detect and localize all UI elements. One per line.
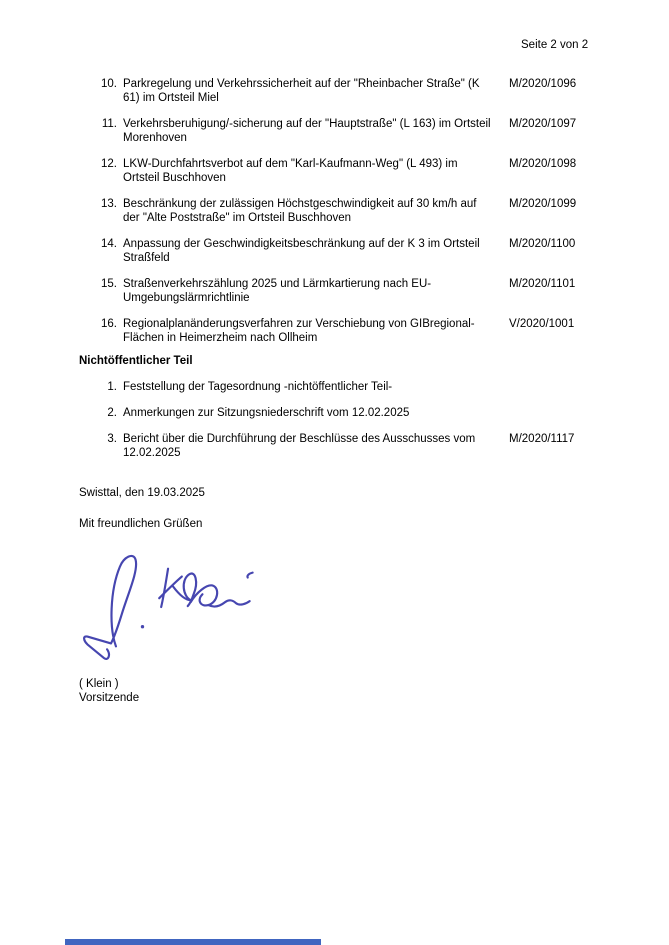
- closed-section-heading: Nichtöffentlicher Teil: [79, 355, 193, 367]
- item-number: 3.: [107, 433, 117, 445]
- item-text: Anpassung der Geschwindigkeitsbeschränkung auf der K 3 im Ortsteil Straßfeld: [123, 238, 480, 264]
- signer-block: [79, 677, 139, 705]
- agenda-item: [97, 432, 607, 460]
- item-text: Straßenverkehrszählung 2025 und Lärmkartierung nach EU-Umgebungslärmrichtlinie: [123, 278, 432, 304]
- agenda-item: [97, 380, 607, 394]
- signer-title-line: Vorsitzende: [79, 692, 140, 704]
- salutation-line: Mit freundlichen Grüßen: [79, 518, 203, 530]
- item-number: 12.: [101, 158, 117, 170]
- item-number: 14.: [101, 238, 117, 250]
- agenda-item: [97, 77, 607, 105]
- signer-name-line: ( Klein ): [79, 678, 119, 690]
- agenda-list-closed: [97, 380, 607, 472]
- item-text: Bericht über die Durchführung der Beschlüsse des Ausschusses vom 12.02.2025: [123, 433, 476, 459]
- item-reference: M/2020/1117: [509, 433, 575, 445]
- item-text: LKW-Durchfahrtsverbot auf dem "Karl-Kaufmann-Weg" (L 493) im Ortsteil Buschhoven: [123, 158, 458, 184]
- item-reference: V/2020/1001: [509, 318, 575, 330]
- item-reference: M/2020/1101: [509, 278, 576, 290]
- item-reference: M/2020/1099: [509, 198, 577, 210]
- item-number: 16.: [101, 318, 117, 330]
- item-text: Beschränkung der zulässigen Höchstgeschwindigkeit auf 30 km/h auf der "Alte Poststraße" im Ortsteil Buschhoven: [123, 198, 477, 224]
- agenda-item: [97, 277, 607, 305]
- agenda-item: [97, 157, 607, 185]
- agenda-item: [97, 406, 607, 420]
- place-date-line: Swisttal, den 19.03.2025: [79, 487, 205, 499]
- agenda-item: [97, 317, 607, 345]
- handwritten-signature-icon: [79, 551, 264, 669]
- item-reference: M/2020/1097: [509, 118, 577, 130]
- agenda-item: [97, 237, 607, 265]
- item-reference: M/2020/1096: [509, 78, 577, 90]
- agenda-item: [97, 197, 607, 225]
- agenda-list-public: [97, 77, 607, 357]
- item-reference: M/2020/1100: [509, 238, 576, 250]
- page-number: Seite 2 von 2: [521, 39, 589, 51]
- item-number: 13.: [101, 198, 117, 210]
- item-reference: M/2020/1098: [509, 158, 577, 170]
- item-number: 1.: [107, 381, 117, 393]
- item-text: Verkehrsberuhigung/-sicherung auf der "Hauptstraße" (L 163) im Ortsteil Morenhoven: [123, 118, 491, 144]
- item-number: 10.: [101, 78, 117, 90]
- bottom-edge-bar: [65, 939, 321, 945]
- agenda-item: [97, 117, 607, 145]
- item-text: Feststellung der Tagesordnung -nichtöffentlicher Teil-: [123, 381, 393, 393]
- item-number: 11.: [101, 118, 117, 130]
- item-number: 2.: [107, 407, 117, 419]
- item-text: Parkregelung und Verkehrssicherheit auf der "Rheinbacher Straße" (K 61) im Ortsteil Miel: [123, 78, 480, 104]
- item-text: Regionalplanänderungsverfahren zur Verschiebung von GIBregional-Flächen in Heimerzheim nach Ollheim: [123, 318, 475, 344]
- item-number: 15.: [101, 278, 117, 290]
- item-text: Anmerkungen zur Sitzungsniederschrift vom 12.02.2025: [123, 407, 410, 419]
